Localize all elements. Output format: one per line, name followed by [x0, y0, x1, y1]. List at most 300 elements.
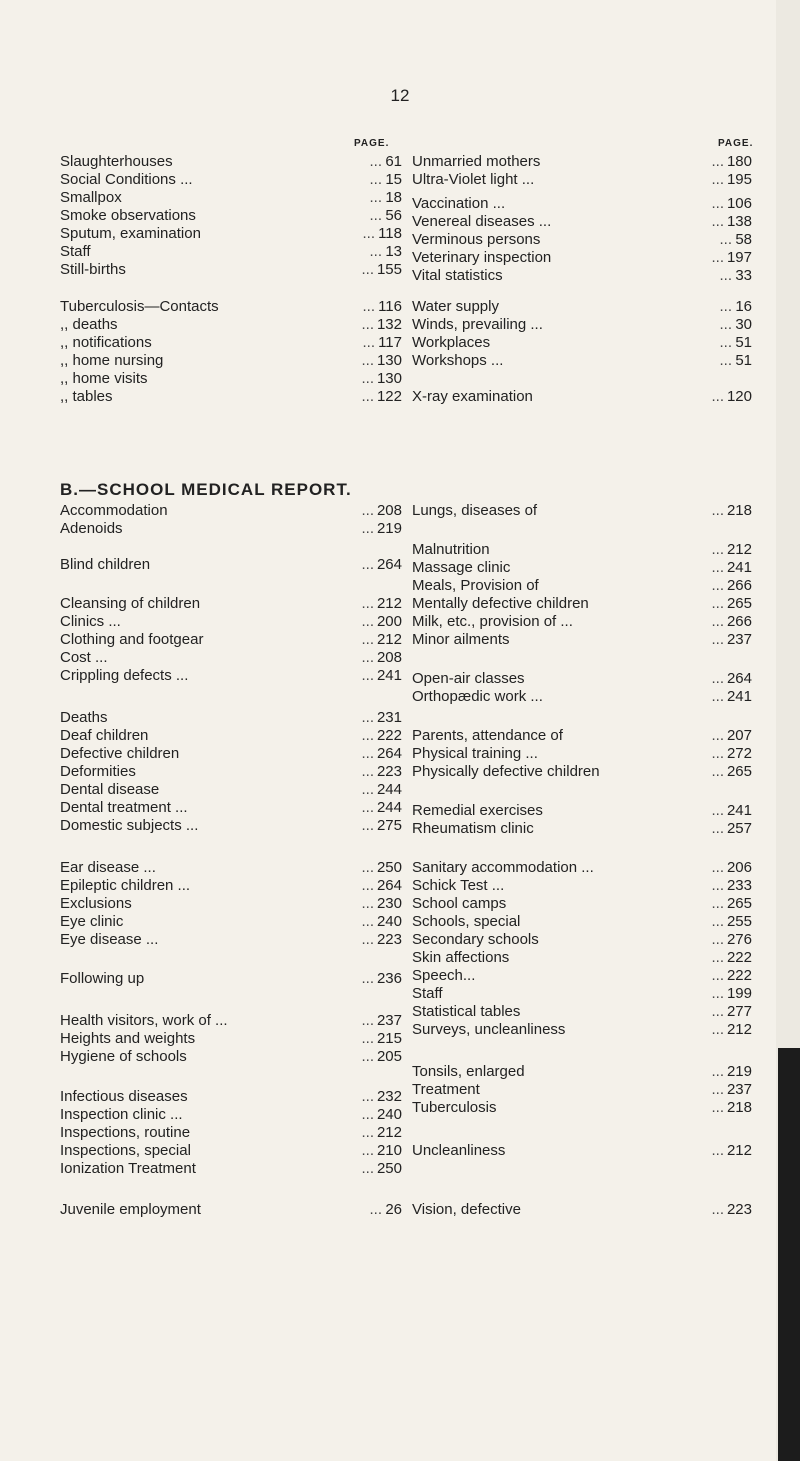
index-entry: [60, 189, 402, 207]
index-entry-label: Hygiene of schools: [60, 1048, 187, 1065]
leader-dots: ...: [711, 1099, 724, 1116]
leader-dots: ...: [361, 1106, 374, 1123]
index-entry: [412, 727, 752, 745]
leader-dots: ...: [719, 267, 732, 284]
index-entry: [60, 1160, 402, 1178]
index-entry-label: Clothing and footgear: [60, 631, 204, 648]
index-entry: [60, 1106, 402, 1124]
index-entry: [60, 931, 402, 949]
index-entry-page: 26: [385, 1201, 402, 1218]
leader-dots: ...: [719, 298, 732, 315]
index-entry-label: Inspections, special: [60, 1142, 191, 1159]
leader-dots: ...: [711, 559, 724, 576]
index-entry-label: Milk, etc., provision of ...: [412, 613, 573, 630]
index-entry-label: Winds, prevailing ...: [412, 316, 543, 333]
index-entry: [60, 817, 402, 835]
leader-dots: ...: [361, 370, 374, 387]
index-entry: [60, 859, 402, 877]
leader-dots: ...: [711, 631, 724, 648]
index-entry-page: 130: [376, 370, 402, 387]
index-entry-label: Following up: [60, 970, 145, 987]
index-entry-page: 56: [385, 207, 402, 224]
page-binding-edge: [776, 0, 800, 1461]
index-entry: [412, 153, 752, 171]
index-entry-page: 223: [376, 763, 402, 780]
leader-dots: ...: [362, 298, 375, 315]
leader-dots: ...: [711, 895, 724, 912]
index-entry: [412, 267, 752, 285]
leader-dots: ...: [361, 877, 374, 894]
leader-dots: ...: [711, 670, 724, 687]
index-entry-page: 233: [726, 877, 752, 894]
index-entry-page: 237: [726, 1081, 752, 1098]
index-entry-label: Schick Test ...: [412, 877, 505, 894]
index-entry-label: Ear disease ...: [60, 859, 156, 876]
index-entry-label: Vital statistics: [412, 267, 503, 284]
index-entry-label: Juvenile employment: [60, 1201, 201, 1218]
index-entry-page: 240: [376, 913, 402, 930]
index-entry-label: Domestic subjects ...: [60, 817, 199, 834]
index-entry-label: Cleansing of children: [60, 595, 201, 612]
leader-dots: ...: [711, 1003, 724, 1020]
leader-dots: ...: [711, 859, 724, 876]
index-entry-page: 264: [376, 556, 402, 573]
index-entry-label: Schools, special: [412, 913, 521, 930]
index-entry-page: 210: [376, 1142, 402, 1159]
index-entry-label: Inspections, routine: [60, 1124, 191, 1141]
index-entry-page: 241: [726, 688, 752, 705]
index-entry: [412, 613, 752, 631]
leader-dots: ...: [711, 502, 724, 519]
index-entry: [60, 207, 402, 225]
index-entry-label: Massage clinic: [412, 559, 511, 576]
index-entry: [412, 967, 752, 985]
page-column-label-right: PAGE.: [718, 138, 754, 149]
leader-dots: ...: [711, 195, 724, 212]
index-entry: [412, 1081, 752, 1099]
index-entry-page: 199: [726, 985, 752, 1002]
index-entry-page: 51: [735, 334, 752, 351]
index-entry-label: Health visitors, work of ...: [60, 1012, 228, 1029]
leader-dots: ...: [361, 859, 374, 876]
index-entry-label: Blind children: [60, 556, 151, 573]
index-entry-page: 200: [376, 613, 402, 630]
index-entry-label: School camps: [412, 895, 507, 912]
index-entry-page: 132: [376, 316, 402, 333]
leader-dots: ...: [361, 1012, 374, 1029]
leader-dots: ...: [711, 1021, 724, 1038]
leader-dots: ...: [369, 243, 382, 260]
leader-dots: ...: [711, 613, 724, 630]
leader-dots: ...: [711, 1201, 724, 1218]
index-entry-page: 241: [726, 559, 752, 576]
index-entry-page: 138: [726, 213, 752, 230]
index-entry-page: 223: [376, 931, 402, 948]
index-entry-label: Tonsils, enlarged: [412, 1063, 525, 1080]
index-entry-label: Treatment: [412, 1081, 480, 1098]
index-entry-label: Staff: [412, 985, 443, 1002]
index-entry: [60, 352, 402, 370]
leader-dots: ...: [369, 207, 382, 224]
index-entry-page: 15: [385, 171, 402, 188]
leader-dots: ...: [711, 1142, 724, 1159]
index-entry-page: 265: [726, 595, 752, 612]
index-entry-label: Accommodation: [60, 502, 168, 519]
index-entry-label: Slaughterhouses: [60, 153, 173, 170]
index-entry-page: 232: [376, 1088, 402, 1105]
index-entry: [60, 667, 402, 685]
leader-dots: ...: [361, 709, 374, 726]
index-entry-page: 212: [376, 1124, 402, 1141]
index-entry: [60, 970, 402, 988]
index-entry-label: Vaccination ...: [412, 195, 506, 212]
leader-dots: ...: [369, 153, 382, 170]
leader-dots: ...: [361, 1124, 374, 1141]
leader-dots: ...: [361, 1088, 374, 1105]
index-entry-page: 116: [378, 298, 402, 315]
index-entry: [60, 613, 402, 631]
leader-dots: ...: [362, 334, 375, 351]
leader-dots: ...: [361, 817, 374, 834]
index-entry-label: Crippling defects ...: [60, 667, 189, 684]
index-entry-label: Infectious diseases: [60, 1088, 188, 1105]
index-entry-page: 212: [726, 541, 752, 558]
leader-dots: ...: [361, 1142, 374, 1159]
index-entry: [412, 559, 752, 577]
index-entry: [60, 1030, 402, 1048]
index-entry: [412, 334, 752, 352]
index-entry-label: ,, home visits: [60, 370, 148, 387]
leader-dots: ...: [719, 352, 732, 369]
index-entry-label: ,, home nursing: [60, 352, 164, 369]
index-entry-page: 241: [726, 802, 752, 819]
index-entry-label: Smallpox: [60, 189, 122, 206]
leader-dots: ...: [361, 895, 374, 912]
index-entry-label: Veterinary inspection: [412, 249, 552, 266]
index-entry-label: Statistical tables: [412, 1003, 521, 1020]
leader-dots: ...: [711, 577, 724, 594]
leader-dots: ...: [361, 520, 374, 537]
index-entry-page: 13: [385, 243, 402, 260]
index-entry-label: Minor ailments: [412, 631, 510, 648]
index-entry-label: Tuberculosis—Contacts: [60, 298, 219, 315]
index-entry-label: Dental treatment ...: [60, 799, 188, 816]
index-entry-label: Deaf children: [60, 727, 149, 744]
index-entry: [412, 388, 752, 406]
leader-dots: ...: [711, 1081, 724, 1098]
index-entry-label: Lungs, diseases of: [412, 502, 538, 519]
index-entry-label: Orthopædic work ...: [412, 688, 543, 705]
index-entry-page: 130: [376, 352, 402, 369]
leader-dots: ...: [361, 667, 374, 684]
leader-dots: ...: [719, 316, 732, 333]
index-entry: [412, 352, 752, 370]
leader-dots: ...: [361, 316, 374, 333]
leader-dots: ...: [711, 820, 724, 837]
index-entry-label: Sanitary accommodation ...: [412, 859, 594, 876]
index-entry: [60, 502, 402, 520]
index-entry-page: 277: [726, 1003, 752, 1020]
index-entry: [412, 1063, 752, 1081]
leader-dots: ...: [361, 763, 374, 780]
index-entry: [60, 895, 402, 913]
index-entry: [412, 949, 752, 967]
leader-dots: ...: [711, 763, 724, 780]
index-entry-label: Mentally defective children: [412, 595, 589, 612]
index-entry-page: 265: [726, 763, 752, 780]
index-entry: [412, 859, 752, 877]
index-entry: [60, 877, 402, 895]
page-column-label-left: PAGE.: [354, 138, 390, 149]
leader-dots: ...: [711, 727, 724, 744]
index-entry-page: 222: [726, 967, 752, 984]
index-entry-label: Epileptic children ...: [60, 877, 191, 894]
index-entry-page: 18: [385, 189, 402, 206]
index-entry-label: Water supply: [412, 298, 499, 315]
index-entry: [412, 1201, 752, 1219]
index-entry: [60, 709, 402, 727]
index-entry: [60, 1124, 402, 1142]
index-entry: [60, 649, 402, 667]
index-entry: [60, 225, 402, 243]
index-entry-page: 240: [376, 1106, 402, 1123]
index-entry-label: Meals, Provision of: [412, 577, 539, 594]
index-entry-page: 118: [378, 225, 402, 242]
leader-dots: ...: [361, 502, 374, 519]
leader-dots: ...: [369, 171, 382, 188]
index-entry-page: 197: [726, 249, 752, 266]
leader-dots: ...: [361, 970, 374, 987]
index-entry-label: Exclusions: [60, 895, 132, 912]
leader-dots: ...: [711, 949, 724, 966]
leader-dots: ...: [361, 1160, 374, 1177]
index-entry-label: ,, tables: [60, 388, 113, 405]
leader-dots: ...: [711, 171, 724, 188]
index-entry-label: Skin affections: [412, 949, 510, 966]
index-entry: [60, 261, 402, 279]
index-entry: [60, 243, 402, 261]
index-entry: [60, 1201, 402, 1219]
index-entry-page: 212: [726, 1021, 752, 1038]
index-entry-page: 257: [726, 820, 752, 837]
index-entry-label: Still-births: [60, 261, 126, 278]
index-entry: [412, 877, 752, 895]
leader-dots: ...: [711, 877, 724, 894]
index-entry: [412, 688, 752, 706]
index-entry: [412, 745, 752, 763]
section-b-heading: B.—SCHOOL MEDICAL REPORT.: [60, 480, 352, 499]
leader-dots: ...: [361, 781, 374, 798]
index-entry-label: Deformities: [60, 763, 136, 780]
index-entry-page: 218: [726, 1099, 752, 1116]
index-entry-page: 223: [726, 1201, 752, 1218]
index-entry-label: Inspection clinic ...: [60, 1106, 183, 1123]
index-entry-label: Vision, defective: [412, 1201, 521, 1218]
index-entry: [60, 781, 402, 799]
leader-dots: ...: [719, 231, 732, 248]
index-entry: [412, 763, 752, 781]
leader-dots: ...: [361, 595, 374, 612]
index-entry: [60, 913, 402, 931]
index-entry-label: Parents, attendance of: [412, 727, 563, 744]
index-entry: [412, 577, 752, 595]
index-entry: [60, 298, 402, 316]
index-entry-page: 219: [376, 520, 402, 537]
index-entry: [412, 895, 752, 913]
index-entry-page: 218: [726, 502, 752, 519]
leader-dots: ...: [711, 967, 724, 984]
index-entry: [60, 388, 402, 406]
index-entry-label: Verminous persons: [412, 231, 541, 248]
index-entry-page: 33: [735, 267, 752, 284]
index-entry-label: Workshops ...: [412, 352, 504, 369]
leader-dots: ...: [361, 261, 374, 278]
index-entry-label: Physically defective children: [412, 763, 600, 780]
index-entry: [412, 1099, 752, 1117]
index-entry-page: 61: [385, 153, 402, 170]
index-entry: [60, 745, 402, 763]
index-entry-label: Tuberculosis: [412, 1099, 497, 1116]
index-entry: [412, 541, 752, 559]
index-entry-label: Eye disease ...: [60, 931, 159, 948]
leader-dots: ...: [361, 613, 374, 630]
index-entry-label: Staff: [60, 243, 91, 260]
page-number: 12: [390, 86, 410, 105]
index-entry-page: 275: [376, 817, 402, 834]
index-entry: [60, 556, 402, 574]
leader-dots: ...: [711, 213, 724, 230]
index-entry: [60, 334, 402, 352]
index-entry: [412, 249, 752, 267]
index-entry: [412, 316, 752, 334]
leader-dots: ...: [361, 352, 374, 369]
index-entry-label: Ultra-Violet light ...: [412, 171, 535, 188]
index-entry-label: Eye clinic: [60, 913, 124, 930]
leader-dots: ...: [362, 225, 375, 242]
index-entry: [60, 1088, 402, 1106]
index-entry-page: 212: [726, 1142, 752, 1159]
index-entry: [412, 820, 752, 838]
leader-dots: ...: [361, 931, 374, 948]
index-entry: [412, 595, 752, 613]
index-entry-page: 30: [735, 316, 752, 333]
index-entry-label: ,, notifications: [60, 334, 152, 351]
index-entry-page: 208: [376, 502, 402, 519]
leader-dots: ...: [369, 1201, 382, 1218]
index-entry: [412, 502, 752, 520]
leader-dots: ...: [361, 1048, 374, 1065]
index-entry-label: Social Conditions ...: [60, 171, 193, 188]
index-entry-page: 250: [376, 859, 402, 876]
index-entry: [412, 631, 752, 649]
index-entry-page: 237: [726, 631, 752, 648]
index-entry-page: 265: [726, 895, 752, 912]
index-entry-page: 276: [726, 931, 752, 948]
index-entry-page: 255: [726, 913, 752, 930]
index-entry-label: Surveys, uncleanliness: [412, 1021, 566, 1038]
index-entry: [60, 1012, 402, 1030]
leader-dots: ...: [711, 688, 724, 705]
leader-dots: ...: [719, 334, 732, 351]
leader-dots: ...: [711, 388, 724, 405]
index-entry-page: 230: [376, 895, 402, 912]
index-entry: [60, 1048, 402, 1066]
leader-dots: ...: [711, 931, 724, 948]
index-entry-page: 206: [726, 859, 752, 876]
leader-dots: ...: [361, 649, 374, 666]
index-entry-page: 264: [376, 877, 402, 894]
index-entry-label: Adenoids: [60, 520, 123, 537]
index-entry-label: Clinics ...: [60, 613, 121, 630]
leader-dots: ...: [711, 249, 724, 266]
index-entry-page: 122: [376, 388, 402, 405]
index-entry-label: Remedial exercises: [412, 802, 543, 819]
index-entry-page: 180: [726, 153, 752, 170]
index-entry-page: 272: [726, 745, 752, 762]
leader-dots: ...: [711, 745, 724, 762]
leader-dots: ...: [711, 913, 724, 930]
index-entry-label: Speech...: [412, 967, 476, 984]
index-entry: [412, 231, 752, 249]
index-entry: [412, 913, 752, 931]
index-entry-page: 222: [726, 949, 752, 966]
index-entry-page: 212: [376, 595, 402, 612]
index-entry-page: 264: [726, 670, 752, 687]
index-entry-page: 58: [735, 231, 752, 248]
index-entry: [412, 1003, 752, 1021]
index-entry-label: Dental disease: [60, 781, 160, 798]
index-entry-label: Cost ...: [60, 649, 108, 666]
index-entry: [60, 171, 402, 189]
index-entry: [412, 1142, 752, 1160]
index-entry-page: 208: [376, 649, 402, 666]
index-entry: [412, 931, 752, 949]
index-entry-page: 266: [726, 613, 752, 630]
leader-dots: ...: [711, 541, 724, 558]
leader-dots: ...: [361, 799, 374, 816]
index-entry-label: Rheumatism clinic: [412, 820, 534, 837]
index-entry: [60, 595, 402, 613]
index-entry-label: Secondary schools: [412, 931, 539, 948]
index-entry-page: 266: [726, 577, 752, 594]
index-entry-label: Unmarried mothers: [412, 153, 541, 170]
leader-dots: ...: [369, 189, 382, 206]
index-entry: [60, 727, 402, 745]
leader-dots: ...: [361, 388, 374, 405]
index-entry-label: Workplaces: [412, 334, 491, 351]
index-entry-page: 212: [376, 631, 402, 648]
index-entry-label: Heights and weights: [60, 1030, 196, 1047]
leader-dots: ...: [361, 556, 374, 573]
index-entry-label: Ionization Treatment: [60, 1160, 196, 1177]
index-entry: [60, 631, 402, 649]
index-entry-page: 237: [376, 1012, 402, 1029]
index-entry-page: 241: [376, 667, 402, 684]
index-entry-page: 155: [376, 261, 402, 278]
index-entry-page: 195: [726, 171, 752, 188]
leader-dots: ...: [711, 802, 724, 819]
index-entry: [412, 213, 752, 231]
leader-dots: ...: [711, 595, 724, 612]
index-entry-page: 106: [726, 195, 752, 212]
index-entry: [412, 171, 752, 189]
leader-dots: ...: [361, 745, 374, 762]
index-entry-page: 264: [376, 745, 402, 762]
binding-shadow: [778, 1048, 800, 1461]
index-entry-label: Smoke observations: [60, 207, 196, 224]
index-entry-page: 120: [726, 388, 752, 405]
index-entry-page: 215: [376, 1030, 402, 1047]
